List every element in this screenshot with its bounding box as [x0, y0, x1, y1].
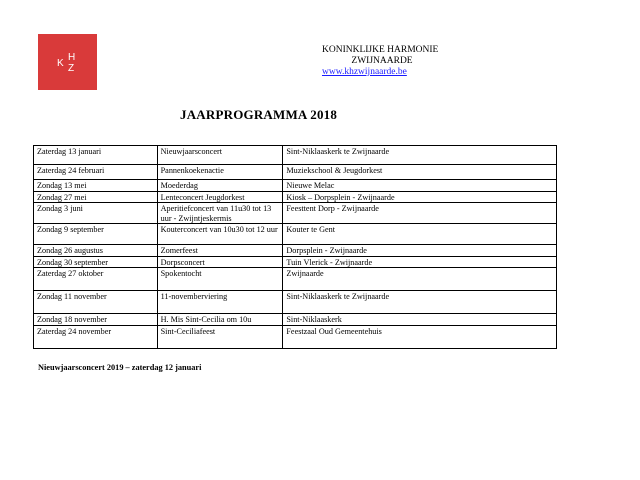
logo-letter-z: Z	[68, 63, 75, 74]
event-location: Nieuwe Melac	[283, 180, 557, 192]
event-location: Muziekschool & Jeugdorkest	[283, 165, 557, 180]
table-row	[34, 191, 557, 203]
table-row	[34, 203, 557, 224]
logo-letter-k: K	[57, 58, 64, 69]
table-row	[34, 291, 557, 314]
event-location: Feesttent Dorp - Zwijnaarde	[283, 203, 557, 224]
table-row	[34, 146, 557, 165]
table-row	[34, 325, 557, 348]
event-location: Kiosk – Dorpsplein - Zwijnaarde	[283, 191, 557, 203]
event-name	[157, 203, 283, 224]
page-title: JAARPROGRAMMA 2018	[180, 107, 338, 122]
event-location: Feestzaal Oud Gemeentehuis	[283, 325, 557, 348]
table-row	[34, 256, 557, 268]
event-date: Zondag 30 september	[34, 256, 158, 268]
event-name: Spokentocht	[157, 268, 283, 291]
org-name: KONINKLIJKE HARMONIE	[322, 45, 439, 55]
event-name: 11-novemberviering	[157, 291, 283, 314]
event-location: Zwijnaarde	[283, 268, 557, 291]
program-table	[33, 145, 557, 349]
event-date: Zondag 18 november	[34, 314, 158, 326]
event-name: Lenteconcert Jeugdorkest	[157, 191, 283, 203]
event-date: Zondag 3 juni	[34, 203, 158, 224]
event-location: Kouter te Gent	[283, 224, 557, 245]
table-row	[34, 245, 557, 257]
event-name: Moederdag	[157, 180, 283, 192]
event-name-text: Aperitiefconcert van 11u30 tot 13 uur - Zwijntjeskermis	[160, 204, 272, 223]
event-date: Zaterdag 24 november	[34, 325, 158, 348]
event-location: Tuin Vlerick - Zwijnaarde	[283, 256, 557, 268]
event-name	[157, 224, 283, 245]
event-date: Zondag 27 mei	[34, 191, 158, 203]
event-location: Sint-Niklaaskerk te Zwijnaarde	[283, 146, 557, 165]
event-date: Zondag 26 augustus	[34, 245, 158, 257]
event-name: Pannenkoekenactie	[157, 165, 283, 180]
khz-logo	[38, 34, 97, 90]
next-concert-note: Nieuwjaarsconcert 2019 – zaterdag 12 januari	[38, 363, 202, 372]
event-date: Zondag 11 november	[34, 291, 158, 314]
event-date: Zaterdag 13 januari	[34, 146, 158, 165]
organization-header	[322, 45, 442, 78]
event-name: Zomerfeest	[157, 245, 283, 257]
logo-letter-h: H	[68, 52, 76, 63]
event-name: Nieuwjaarsconcert	[157, 146, 283, 165]
event-location: Dorpsplein - Zwijnaarde	[283, 245, 557, 257]
table-row	[34, 314, 557, 326]
event-date: Zaterdag 27 oktober	[34, 268, 158, 291]
table-row	[34, 180, 557, 192]
event-name: Dorpsconcert	[157, 256, 283, 268]
event-name: H. Mis Sint-Cecilia om 10u	[157, 314, 283, 326]
event-name: Sint-Ceciliafeest	[157, 325, 283, 348]
event-location: Sint-Niklaaskerk te Zwijnaarde	[283, 291, 557, 314]
org-location: ZWIJNAARDE	[351, 56, 413, 66]
event-date: Zaterdag 24 februari	[34, 165, 158, 180]
event-name-text: Kouterconcert van 10u30 tot 12 uur	[160, 225, 278, 234]
table-row	[34, 268, 557, 291]
table-row	[34, 165, 557, 180]
event-date: Zondag 13 mei	[34, 180, 158, 192]
event-location: Sint-Niklaaskerk	[283, 314, 557, 326]
table-row	[34, 224, 557, 245]
website-link[interactable]: www.khzwijnaarde.be	[322, 67, 407, 77]
event-date: Zondag 9 september	[34, 224, 158, 245]
